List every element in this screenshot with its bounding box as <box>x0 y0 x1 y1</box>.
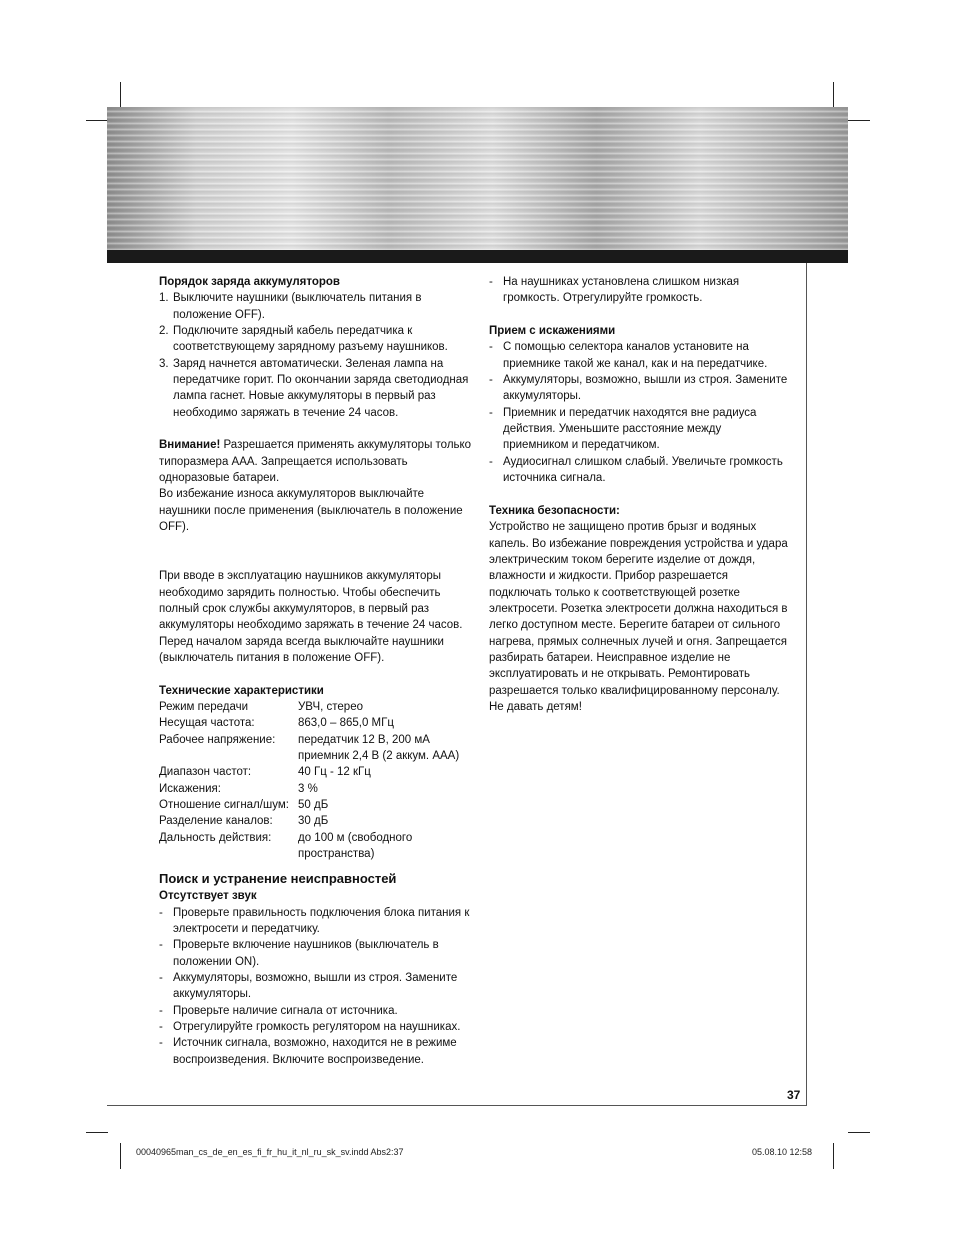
crop-mark <box>848 120 870 121</box>
charging-steps <box>159 290 479 421</box>
list-item: - Проверьте включение наушников (выключатель в положении ON). <box>159 937 479 970</box>
table-row: Рабочее напряжение: передатчик 12 В, 200 мА приемник 2,4 В (2 аккум. ААА) <box>159 733 460 762</box>
table-row: Режим передачи УВЧ, стерео <box>159 700 363 713</box>
crop-mark <box>120 1143 121 1169</box>
footer-date: 05.08.10 12:58 <box>752 1147 813 1157</box>
distortion-heading: Прием с искажениями <box>489 325 616 338</box>
brushed-metal-banner <box>107 107 848 250</box>
list-item: 2. Подключите зарядный кабель передатчика к соответствующему зарядному разъему наушников. <box>159 325 448 354</box>
list-item: - Проверьте правильность подключения блока питания к электросети и передатчику. <box>159 905 479 938</box>
list-item: - На наушниках установлена слишком низкая громкость. Отрегулируйте громкость. <box>489 274 789 307</box>
safety-heading: Техника безопасности: <box>489 504 620 517</box>
warning-paragraph: Внимание! Разрешается применять аккумуляторы только типоразмера ААА. Запрещается использовать одноразовые батареи. <box>159 439 472 485</box>
troubleshooting-heading: Поиск и устранение неисправностей <box>159 871 397 887</box>
specs-heading: Технические характеристики <box>159 684 324 697</box>
list-item: - Источник сигнала, возможно, находится не в режиме воспроизведения. Включите воспроизведение. <box>159 1035 479 1068</box>
list-item: - С помощью селектора каналов установите на приемнике такой же канал, как и на передатчике. <box>489 339 789 372</box>
crop-mark <box>833 82 834 108</box>
table-row: Диапазон частот: 40 Гц - 12 кГц <box>159 766 371 779</box>
page-number: 37 <box>787 1088 801 1102</box>
no-sound-list-continued <box>489 274 789 307</box>
charging-heading: Порядок заряда аккумуляторов <box>159 276 340 288</box>
banner-dark-bar <box>107 250 848 263</box>
distortion-list <box>489 339 789 486</box>
list-item: - Приемник и передатчик находятся вне радиуса действия. Уменьшите расстояние между приемником и передатчиком. <box>489 405 789 454</box>
crop-mark <box>833 1143 834 1169</box>
warning-label: Внимание! <box>159 439 221 452</box>
right-column <box>489 274 789 715</box>
no-sound-heading: Отсутствует звук <box>159 890 257 903</box>
crop-mark <box>86 1132 108 1133</box>
table-row: Отношение сигнал/шум: 50 дБ <box>159 799 329 811</box>
list-item: 3. Заряд начнется автоматически. Зеленая лампа на передатчике горит. По окончании заряда светодиодная лампа гаснет. Новые аккумуляторы в первый раз необходимо заряжать в течение 24 часов. <box>159 357 469 419</box>
footer-file-info: 00040965man_cs_de_en_es_fi_fr_hu_it_nl_ru_sk_sv.indd Abs2:37 <box>136 1147 404 1157</box>
safety-paragraph: Устройство не защищено против брызг и водяных капель. Во избежание повреждения устройства и удара электрическим током берегите изделие от дождя, влажности и жидкости. Прибор разрешается подключать только к соответствующей розетке электросети. Розетка электросети должна находиться в легко доступном месте. Берегите батареи от сильного нагрева, прямых солнечных лучей и огня. Запрещается разбирать батареи. Неисправное изделие не эксплуатировать и не открывать. Ремонтировать разрешается только квалифицированному персоналу. Не давать детям! <box>489 521 788 713</box>
left-column <box>159 274 479 1068</box>
list-item: - Аккумуляторы, возможно, вышли из строя. Замените аккумуляторы. <box>489 372 789 405</box>
crop-mark <box>848 1132 870 1133</box>
specs-table <box>159 699 479 862</box>
page-frame-right-rule <box>806 263 807 1106</box>
table-row: Разделение каналов: 30 дБ <box>159 815 329 828</box>
table-row: Искажения: 3 % <box>159 782 318 795</box>
list-item: - Проверьте наличие сигнала от источника. <box>159 1003 479 1019</box>
list-item: - Аккумуляторы, возможно, вышли из строя. Замените аккумуляторы. <box>159 970 479 1003</box>
page-frame-bottom-rule <box>107 1105 807 1106</box>
wear-paragraph: Во избежание износа аккумуляторов выключайте наушники после применения (выключатель в положение OFF). <box>159 488 463 534</box>
table-row: Несущая частота: 863,0 – 865,0 МГц <box>159 717 394 730</box>
crop-mark <box>86 120 108 121</box>
table-row: Дальность действия: до 100 м (свободного пространства) <box>159 831 413 861</box>
list-item: - Отрегулируйте громкость регулятором на наушниках. <box>159 1019 479 1035</box>
first-use-paragraph: При вводе в эксплуатацию наушников аккумуляторы необходимо зарядить полностью. Чтобы обеспечить полный срок службы аккумуляторов, в первый раз аккумуляторы необходимо заряжать в течение 24 часов. Перед началом заряда всегда выключайте наушники (выключатель питания в положение OFF). <box>159 570 463 664</box>
crop-mark <box>120 82 121 108</box>
list-item: 1. Выключите наушники (выключатель питания в положение OFF). <box>159 292 422 321</box>
list-item: - Аудиосигнал слишком слабый. Увеличьте громкость источника сигнала. <box>489 454 789 487</box>
no-sound-list <box>159 905 479 1068</box>
